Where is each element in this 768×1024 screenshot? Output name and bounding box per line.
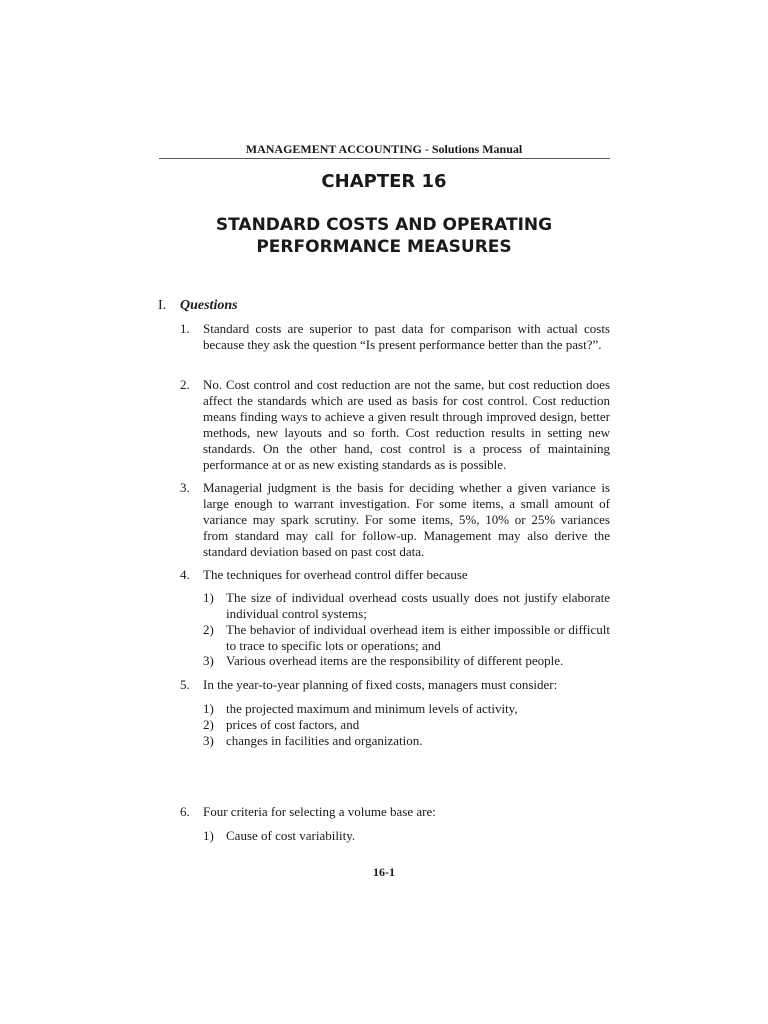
sub-item-text: The behavior of individual overhead item is either impossible or difficult to trace to specific lots or operations; and xyxy=(226,622,610,653)
sub-item-number: 1) xyxy=(203,828,214,843)
question-text: Four criteria for selecting a volume base are: xyxy=(203,804,436,819)
question-number: 6. xyxy=(180,804,190,819)
sub-item xyxy=(203,828,610,844)
document-title: STANDARD COSTS AND OPERATING PERFORMANCE MEASURES xyxy=(215,215,553,257)
sub-item-number: 3) xyxy=(203,733,214,748)
header-title: MANAGEMENT ACCOUNTING xyxy=(245,142,422,156)
question-text: Managerial judgment is the basis for deciding whether a given variance is large enough to warrant investigation. For some items, a small amount of variance may spark scrutiny. For some items, 5%, 10% or 25% variances from standard may call for follow-up. Management may also derive the standard deviation based on past cost data. xyxy=(203,480,610,559)
question-text: In the year-to-year planning of fixed costs, managers must consider: xyxy=(203,677,558,692)
section-label: Questions xyxy=(180,298,238,313)
section-numeral: I. xyxy=(158,298,167,313)
question-text: Standard costs are superior to past data for comparison with actual costs because they ask the question “Is present performance better than the past?”. xyxy=(203,321,610,352)
sub-item-number: 1) xyxy=(203,701,214,716)
sub-item xyxy=(203,717,610,733)
header-subtitle: Solutions Manual xyxy=(431,142,523,156)
sub-item xyxy=(203,701,610,717)
sub-item-text: changes in facilities and organization. xyxy=(226,733,423,748)
question-item xyxy=(180,567,610,583)
question-text: The techniques for overhead control differ because xyxy=(203,567,468,582)
sub-item-text: prices of cost factors, and xyxy=(226,717,360,732)
sub-item xyxy=(203,622,610,654)
sub-item-text: Various overhead items are the responsibility of different people. xyxy=(226,653,564,668)
question-number: 5. xyxy=(180,677,190,692)
header-rule xyxy=(159,158,610,159)
question-number: 1. xyxy=(180,321,190,336)
sub-item xyxy=(203,733,610,749)
question-item xyxy=(180,677,610,693)
question-number: 3. xyxy=(180,480,190,495)
question-item xyxy=(180,480,610,560)
sub-item-text: The size of individual overhead costs usually does not justify elaborate individual control systems; xyxy=(226,590,610,621)
question-item xyxy=(180,321,610,353)
question-number: 2. xyxy=(180,377,190,392)
sub-item xyxy=(203,653,610,669)
sub-item xyxy=(203,590,610,622)
running-header xyxy=(159,142,609,157)
page-number: 16-1 xyxy=(373,865,395,879)
section-heading xyxy=(158,298,238,314)
sub-item-number: 2) xyxy=(203,622,214,637)
sub-item-text: the projected maximum and minimum levels of activity, xyxy=(226,701,518,716)
question-text: No. Cost control and cost reduction are not the same, but cost reduction does affect the standards which are used as basis for cost control. Cost reduction means finding ways to achieve a given result through improved design, better methods, new layouts and so forth. Cost reduction results in setting new standards. On the other hand, cost control is a process of maintaining performance at or as new existing standards as is possible. xyxy=(203,377,610,472)
question-number: 4. xyxy=(180,567,190,582)
sub-item-number: 2) xyxy=(203,717,214,732)
question-item xyxy=(180,377,610,473)
question-item xyxy=(180,804,610,820)
sub-item-number: 1) xyxy=(203,590,214,605)
sub-item-number: 3) xyxy=(203,653,214,668)
chapter-heading: CHAPTER 16 xyxy=(321,171,447,192)
sub-item-text: Cause of cost variability. xyxy=(226,828,356,843)
header-separator: - xyxy=(421,142,432,156)
